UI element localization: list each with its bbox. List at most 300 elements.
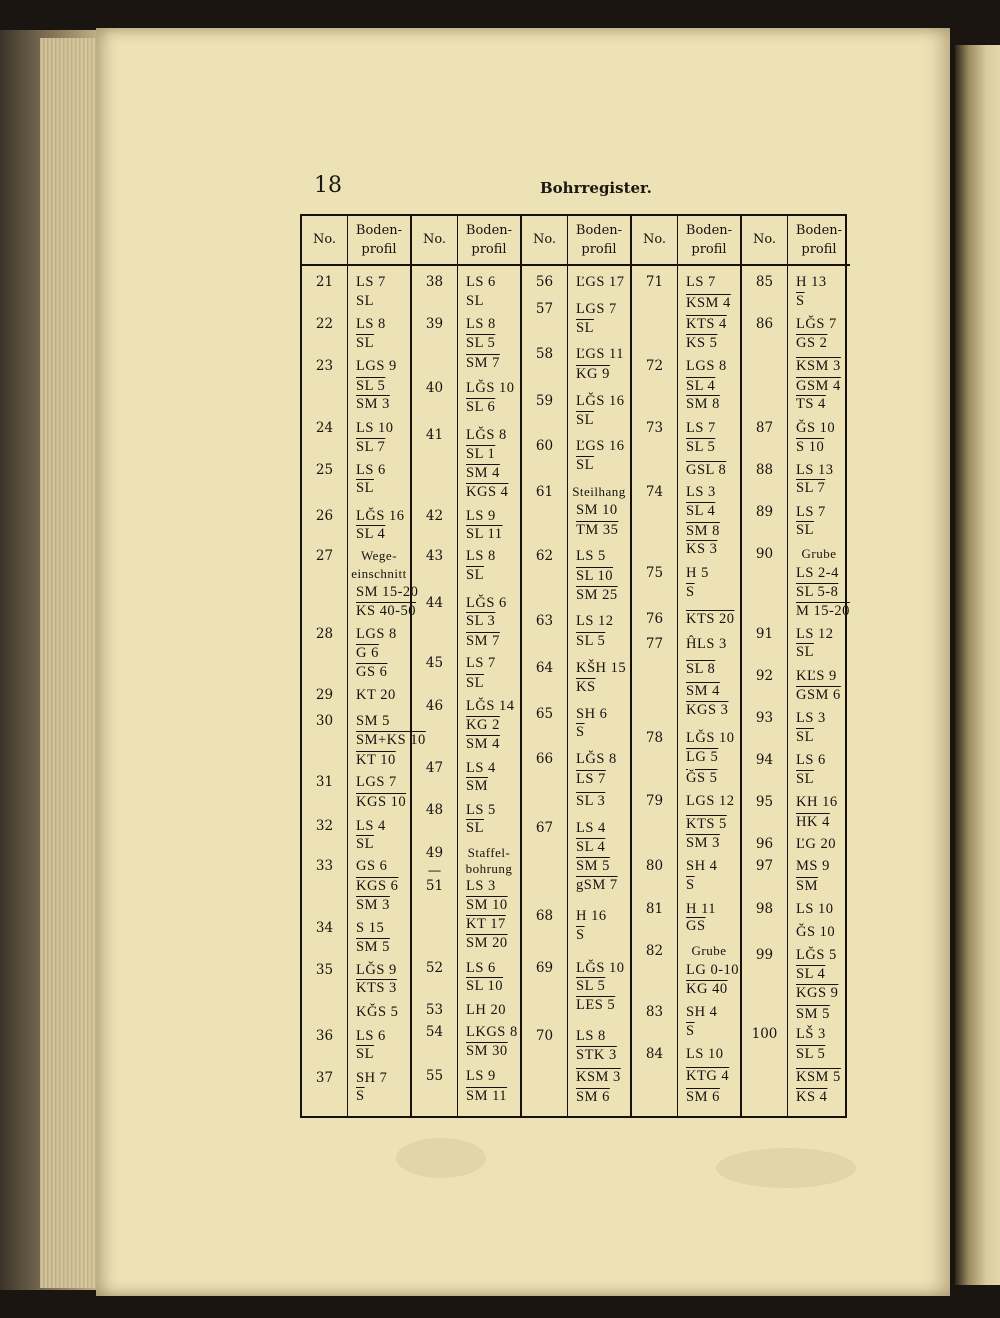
- soil-profile-line: LS 8: [466, 316, 496, 332]
- soil-profile-line: LS 6: [466, 274, 496, 290]
- soil-profile-line: LS 12: [796, 626, 834, 642]
- soil-profile-line: einschnitt: [351, 566, 407, 581]
- soil-profile-line: SM 20: [466, 935, 508, 951]
- soil-profile-line: SM 15-20: [356, 584, 419, 600]
- soil-profile-line: KSM 3: [576, 1069, 621, 1085]
- soil-profile-line: LGS 7: [576, 301, 617, 317]
- soil-profile-line: G 6: [356, 645, 379, 661]
- boring-number: 47: [425, 760, 444, 776]
- boring-number: 98: [755, 901, 774, 917]
- soil-profile-line: SL 5: [686, 439, 716, 455]
- soil-profile-line: ĞS 5: [686, 770, 718, 786]
- boring-number: 78: [645, 730, 664, 746]
- soil-profile-line: KS 5: [686, 335, 718, 351]
- soil-profile-line: LS 3: [686, 484, 716, 500]
- soil-profile-line: Grube: [801, 546, 837, 561]
- soil-profile-line: LĞS 16: [576, 393, 625, 409]
- soil-profile-line: $\overline{SL}$: [356, 1046, 374, 1062]
- boring-number: 89: [755, 504, 774, 520]
- soil-profile-line: LS 7: [686, 420, 716, 436]
- boring-number: 38: [425, 274, 444, 290]
- soil-profile-line: KS 40-50: [356, 603, 416, 619]
- soil-profile-line: LĞS 5: [796, 947, 837, 963]
- soil-profile-line: LH 20: [466, 1002, 506, 1018]
- no-column: [742, 216, 788, 1116]
- profile-column: [678, 216, 740, 1116]
- soil-profile-line: KTS 5: [686, 816, 727, 832]
- profile-column: [568, 216, 630, 1116]
- soil-profile-line: LS 2-4: [796, 565, 839, 581]
- soil-profile-line: $\overline{SL}$: [356, 480, 374, 496]
- soil-profile-line: LĞS 9: [356, 962, 397, 978]
- boring-number: 62: [535, 548, 554, 564]
- boring-number: 94: [755, 752, 774, 768]
- boring-number: 54: [425, 1024, 444, 1040]
- soil-profile-line: KT 20: [356, 687, 396, 703]
- soil-profile-line: KGS 9: [796, 985, 839, 1001]
- profile-column: [458, 216, 520, 1116]
- soil-profile-line: KT 17: [466, 916, 506, 932]
- soil-profile-line: HK 4: [796, 814, 830, 830]
- no-column: [522, 216, 568, 1116]
- soil-profile-line: H 5: [686, 565, 709, 581]
- soil-profile-line: LĞS 7: [796, 316, 837, 332]
- soil-profile-line: $\overline{S}$: [686, 1023, 695, 1039]
- boring-number: 30: [315, 713, 334, 729]
- soil-profile-line: LS 4: [466, 760, 496, 776]
- boring-number: 80: [645, 858, 664, 874]
- boring-number: 57: [535, 301, 554, 317]
- boring-number: 52: [425, 960, 444, 976]
- soil-profile-line: LS 4: [356, 818, 386, 834]
- boring-number: 55: [425, 1068, 444, 1084]
- soil-profile-line: LS 8: [576, 1028, 606, 1044]
- soil-profile-line: SL 7: [796, 480, 826, 496]
- soil-profile-line: $\overline{SM}$: [796, 878, 818, 894]
- soil-profile-line: ĽGS 17: [576, 274, 625, 290]
- boring-number: 42: [425, 508, 444, 524]
- soil-profile-line: $\overline{SL}$: [466, 567, 484, 583]
- soil-profile-line: SL 3: [466, 613, 496, 629]
- soil-profile-line: H 16: [576, 908, 607, 924]
- soil-profile-line: $\overline{GS}$: [686, 918, 706, 934]
- soil-profile-line: SM 6: [686, 1089, 720, 1105]
- boring-number: 71: [645, 274, 664, 290]
- column-group: [410, 216, 520, 1116]
- soil-profile-line: SM 30: [466, 1043, 508, 1059]
- soil-profile-line: LKGS 8: [466, 1024, 518, 1040]
- soil-profile-line: KGS 4: [466, 484, 509, 500]
- header-profile: Boden- profil: [678, 216, 740, 266]
- soil-profile-line: LS 5: [576, 548, 606, 564]
- boring-number: 73: [645, 420, 664, 436]
- boring-number: 58: [535, 346, 554, 362]
- soil-profile-line: $\overline{SL}$: [466, 675, 484, 691]
- boring-number: 53: [425, 1002, 444, 1018]
- soil-profile-line: $\overline{S}$: [576, 927, 585, 943]
- boring-number: 81: [645, 901, 664, 917]
- soil-profile-line: LĞS 6: [466, 595, 507, 611]
- running-head: Bohrregister.: [540, 179, 652, 197]
- soil-profile-line: SL 1: [466, 446, 496, 462]
- soil-profile-line: LS 8: [356, 316, 386, 332]
- soil-profile-line: TS 4: [796, 396, 826, 412]
- soil-profile-line: LGS 7: [356, 774, 397, 790]
- soil-profile-line: Staffel-: [467, 845, 511, 860]
- soil-profile-line: SL 11: [466, 526, 503, 542]
- soil-profile-line: GS 6: [356, 664, 388, 680]
- boring-number: 96: [755, 836, 774, 852]
- soil-profile-line: LS 7: [686, 274, 716, 290]
- boring-number: 64: [535, 660, 554, 676]
- boring-number: 84: [645, 1046, 664, 1062]
- soil-profile-line: ĽGS 11: [576, 346, 624, 362]
- boring-number: 100: [751, 1026, 778, 1042]
- column-group: [302, 216, 426, 1116]
- soil-profile-line: LGS 12: [686, 793, 735, 809]
- soil-profile-line: $\overline{S}$: [686, 584, 695, 600]
- column-group: [740, 216, 850, 1116]
- soil-profile-line: STK 3: [576, 1047, 617, 1063]
- soil-profile-line: LGS 8: [686, 358, 727, 374]
- soil-profile-line: KG 2: [466, 717, 500, 733]
- soil-profile-line: KH 16: [796, 794, 838, 810]
- soil-profile-line: SL 4: [686, 378, 716, 394]
- soil-profile-line: LS 9: [466, 1068, 496, 1084]
- soil-profile-line: SM 7: [466, 633, 500, 649]
- boring-number: 33: [315, 858, 334, 874]
- soil-profile-line: LĞS 10: [686, 730, 735, 746]
- soil-profile-line: $\overline{SL}$: [796, 771, 814, 787]
- soil-profile-line: LS 7: [466, 655, 496, 671]
- soil-profile-line: LS 6: [356, 462, 386, 478]
- boring-number: 91: [755, 626, 774, 642]
- boring-number: 86: [755, 316, 774, 332]
- header-no: No.: [632, 216, 677, 266]
- boring-number: 28: [315, 626, 334, 642]
- boring-number: 34: [315, 920, 334, 936]
- soil-profile-line: LS 13: [796, 462, 834, 478]
- soil-profile-line: LS 10: [796, 901, 834, 917]
- soil-profile-line: LGS 9: [356, 358, 397, 374]
- boring-number: 67: [535, 820, 554, 836]
- soil-profile-line: GSM 6: [796, 687, 841, 703]
- soil-profile-line: Steilhang: [572, 484, 626, 499]
- soil-profile-line: $\overline{SL}$: [356, 335, 374, 351]
- soil-profile-line: KTS 3: [356, 980, 397, 996]
- boring-number: 74: [645, 484, 664, 500]
- soil-profile-line: SM 25: [576, 587, 618, 603]
- soil-profile-line: SM 6: [576, 1089, 610, 1105]
- soil-profile-line: SL 10: [576, 568, 614, 584]
- soil-profile-line: GSL 8: [686, 462, 727, 478]
- soil-profile-line: KŠH 15: [576, 660, 627, 676]
- soil-profile-line: SH 4: [686, 858, 718, 874]
- soil-profile-line: GSM 4: [796, 378, 841, 394]
- column-group: [520, 216, 630, 1116]
- boring-number: 31: [315, 774, 334, 790]
- soil-profile-line: SM 5: [576, 858, 610, 874]
- header-no: No.: [412, 216, 457, 266]
- soil-profile-line: LS 7: [796, 504, 826, 520]
- soil-profile-line: KGS 6: [356, 878, 399, 894]
- boring-number: 75: [645, 565, 664, 581]
- soil-profile-line: LS 9: [466, 508, 496, 524]
- boring-number: 83: [645, 1004, 664, 1020]
- boring-number: 56: [535, 274, 554, 290]
- header-profile: Boden- profil: [568, 216, 630, 266]
- soil-profile-line: SL: [466, 293, 484, 309]
- soil-profile-line: LĞS 16: [356, 508, 405, 524]
- soil-profile-line: LĞS 10: [576, 960, 625, 976]
- boring-number: 59: [535, 393, 554, 409]
- soil-profile-line: $\overline{KS}$: [576, 679, 596, 695]
- soil-profile-line: KGS 3: [686, 702, 729, 718]
- soil-profile-line: LGS 8: [356, 626, 397, 642]
- boring-number: 69: [535, 960, 554, 976]
- soil-profile-line: SL 4: [796, 966, 826, 982]
- soil-profile-line: SL: [356, 293, 374, 309]
- boring-number: 60: [535, 438, 554, 454]
- boring-number: 25: [315, 462, 334, 478]
- boring-number: 21: [315, 274, 334, 290]
- soil-profile-line: LĞS 8: [466, 427, 507, 443]
- soil-profile-line: SM 10: [576, 502, 618, 518]
- soil-profile-line: SM 8: [686, 396, 720, 412]
- boring-number: 76: [645, 611, 664, 627]
- soil-profile-line: SL 3: [576, 793, 606, 809]
- soil-profile-line: LS 6: [466, 960, 496, 976]
- soil-profile-line: $\overline{SL}$: [576, 412, 594, 428]
- header-no: No.: [302, 216, 347, 266]
- soil-profile-line: $\overline{S}$: [356, 1088, 365, 1104]
- next-page-edge: [955, 45, 1000, 1285]
- boring-number: 27: [315, 548, 334, 564]
- soil-profile-line: $\overline{SL}$: [796, 522, 814, 538]
- soil-profile-line: KTS 20: [686, 611, 735, 627]
- soil-profile-line: H 13: [796, 274, 827, 290]
- soil-profile-line: SM 11: [466, 1088, 508, 1104]
- soil-profile-line: $\overline{SL}$: [576, 457, 594, 473]
- soil-profile-line: TM 35: [576, 522, 619, 538]
- soil-profile-line: SM 4: [466, 465, 500, 481]
- bohrregister-table: [300, 214, 850, 1118]
- soil-profile-line: LS 6: [356, 1028, 386, 1044]
- profile-column: [788, 216, 850, 1116]
- soil-profile-line: LS 5: [466, 802, 496, 818]
- soil-profile-line: SM 7: [466, 355, 500, 371]
- soil-profile-line: SM 8: [686, 523, 720, 539]
- soil-profile-line: LG 0-10: [686, 962, 740, 978]
- boring-number: 36: [315, 1028, 334, 1044]
- soil-profile-line: LĞS 10: [466, 380, 515, 396]
- boring-number: 45: [425, 655, 444, 671]
- boring-number: 66: [535, 751, 554, 767]
- boring-number: 70: [535, 1028, 554, 1044]
- boring-number: 93: [755, 710, 774, 726]
- soil-profile-line: gSM 7: [576, 877, 618, 893]
- soil-profile-line: LS 3: [466, 878, 496, 894]
- soil-profile-line: SH 4: [686, 1004, 718, 1020]
- boring-number: 65: [535, 706, 554, 722]
- soil-profile-line: M 15-20: [796, 603, 850, 619]
- boring-number: 40: [425, 380, 444, 396]
- soil-profile-line: LG 5: [686, 749, 719, 765]
- soil-profile-line: $\overline{S}$: [796, 293, 805, 309]
- boring-number: 41: [425, 427, 444, 443]
- soil-profile-line: KS 3: [686, 541, 718, 557]
- soil-profile-line: SM 3: [686, 835, 720, 851]
- boring-number: 43: [425, 548, 444, 564]
- soil-profile-line: S 15: [356, 920, 385, 936]
- boring-number: 87: [755, 420, 774, 436]
- boring-number: 77: [645, 636, 664, 652]
- soil-profile-line: GS 2: [796, 335, 828, 351]
- soil-profile-line: SL 4: [686, 503, 716, 519]
- soil-profile-line: LS 4: [576, 820, 606, 836]
- soil-profile-line: KSM 3: [796, 358, 841, 374]
- soil-profile-line: LES 5: [576, 997, 616, 1013]
- soil-profile-line: SM 4: [466, 736, 500, 752]
- soil-profile-line: LĞS 14: [466, 698, 515, 714]
- soil-profile-line: KTG 4: [686, 1068, 730, 1084]
- soil-profile-line: $\overline{SL}$: [466, 820, 484, 836]
- soil-profile-line: LS 6: [796, 752, 826, 768]
- soil-profile-line: KĽS 9: [796, 668, 837, 684]
- soil-profile-line: SM 5: [356, 939, 390, 955]
- boring-number: 85: [755, 274, 774, 290]
- soil-profile-line: SL 4: [356, 526, 386, 542]
- soil-profile-line: GS 6: [356, 858, 388, 874]
- boring-number: 22: [315, 316, 334, 332]
- boring-number: 99: [755, 947, 774, 963]
- soil-profile-line: KSM 5: [796, 1069, 841, 1085]
- soil-profile-line: SL 7: [356, 439, 386, 455]
- soil-profile-line: ĽG 20: [796, 836, 836, 852]
- header-no: No.: [522, 216, 567, 266]
- soil-profile-line: S 10: [796, 439, 825, 455]
- soil-profile-line: KTS 4: [686, 316, 727, 332]
- boring-number: 72: [645, 358, 664, 374]
- soil-profile-line: ĽGS 16: [576, 438, 625, 454]
- header-profile: Boden- profil: [788, 216, 850, 266]
- soil-profile-line: SM 3: [356, 897, 390, 913]
- boring-number: 63: [535, 613, 554, 629]
- soil-profile-line: SM 10: [466, 897, 508, 913]
- header-profile: Boden- profil: [458, 216, 520, 266]
- soil-profile-line: SH 7: [356, 1070, 388, 1086]
- boring-number: —: [427, 863, 442, 879]
- soil-profile-line: LS 7: [356, 274, 386, 290]
- boring-number: 32: [315, 818, 334, 834]
- boring-number: 37: [315, 1070, 334, 1086]
- soil-profile-line: LS 3: [796, 710, 826, 726]
- soil-profile-line: $\overline{SL}$: [356, 836, 374, 852]
- soil-profile-line: SM 5: [356, 713, 390, 729]
- boring-number: 51: [425, 878, 444, 894]
- soil-profile-line: LŠ 3: [796, 1026, 826, 1042]
- profile-column: [348, 216, 426, 1116]
- boring-number: 90: [755, 546, 774, 562]
- soil-profile-line: LS 12: [576, 613, 614, 629]
- no-column: [632, 216, 678, 1116]
- soil-profile-line: KG 40: [686, 981, 728, 997]
- boring-number: 44: [425, 595, 444, 611]
- boring-number: 35: [315, 962, 334, 978]
- boring-number: 48: [425, 802, 444, 818]
- page-fore-edge: [40, 38, 100, 1288]
- soil-profile-line: ĤLS 3: [686, 636, 727, 652]
- soil-profile-line: ĞS 10: [796, 420, 836, 436]
- soil-profile-line: LS 8: [466, 548, 496, 564]
- soil-profile-line: $\overline{SL}$: [796, 644, 814, 660]
- soil-profile-line: KT 10: [356, 752, 396, 768]
- column-group: [630, 216, 740, 1116]
- soil-profile-line: SL 5: [356, 378, 386, 394]
- header-no: No.: [742, 216, 787, 266]
- soil-profile-line: $\overline{S}$: [576, 724, 585, 740]
- soil-profile-line: SL 5: [796, 1046, 826, 1062]
- paper-stain: [396, 1138, 486, 1178]
- soil-profile-line: SL 5: [576, 978, 606, 994]
- soil-profile-line: SL 5-8: [796, 584, 839, 600]
- soil-profile-line: LS 10: [686, 1046, 724, 1062]
- soil-profile-line: SL 4: [576, 839, 606, 855]
- soil-profile-line: KSM 4: [686, 295, 731, 311]
- header-profile: Boden- profil: [348, 216, 410, 266]
- soil-profile-line: KS 4: [796, 1089, 828, 1105]
- soil-profile-line: $\overline{SL}$: [576, 320, 594, 336]
- soil-profile-line: SM 3: [356, 396, 390, 412]
- soil-profile-line: H 11: [686, 901, 717, 917]
- soil-profile-line: SM 4: [686, 683, 720, 699]
- soil-profile-line: $\overline{S}$: [686, 877, 695, 893]
- boring-number: 49: [425, 845, 444, 861]
- boring-number: 82: [645, 943, 664, 959]
- boring-number: 92: [755, 668, 774, 684]
- soil-profile-line: LS 10: [356, 420, 394, 436]
- soil-profile-line: SL 5: [576, 633, 606, 649]
- soil-profile-line: $\overline{SL}$: [796, 729, 814, 745]
- soil-profile-line: KGS 10: [356, 794, 407, 810]
- soil-profile-line: SM 5: [796, 1006, 830, 1022]
- soil-profile-line: Grube: [691, 943, 727, 958]
- soil-profile-line: LĞS 8: [576, 751, 617, 767]
- boring-number: 46: [425, 698, 444, 714]
- boring-number: 68: [535, 908, 554, 924]
- boring-number: 23: [315, 358, 334, 374]
- no-column: [302, 216, 348, 1116]
- boring-number: 26: [315, 508, 334, 524]
- soil-profile-line: $\overline{SM}$: [466, 778, 488, 794]
- soil-profile-line: ĞS 10: [796, 924, 836, 940]
- soil-profile-line: SM+KS 10: [356, 732, 426, 748]
- paper-stain: [716, 1148, 856, 1188]
- soil-profile-line: LS 7: [576, 771, 606, 787]
- no-column: [412, 216, 458, 1116]
- soil-profile-line: MS 9: [796, 858, 830, 874]
- boring-number: 39: [425, 316, 444, 332]
- soil-profile-line: Wege-: [360, 548, 398, 563]
- soil-profile-line: bohrung: [465, 861, 513, 876]
- boring-number: 95: [755, 794, 774, 810]
- boring-number: 97: [755, 858, 774, 874]
- boring-number: 61: [535, 484, 554, 500]
- soil-profile-line: SL 8: [686, 661, 716, 677]
- soil-profile-line: KĞS 5: [356, 1004, 399, 1020]
- boring-number: 29: [315, 687, 334, 703]
- soil-profile-line: KG 9: [576, 366, 610, 382]
